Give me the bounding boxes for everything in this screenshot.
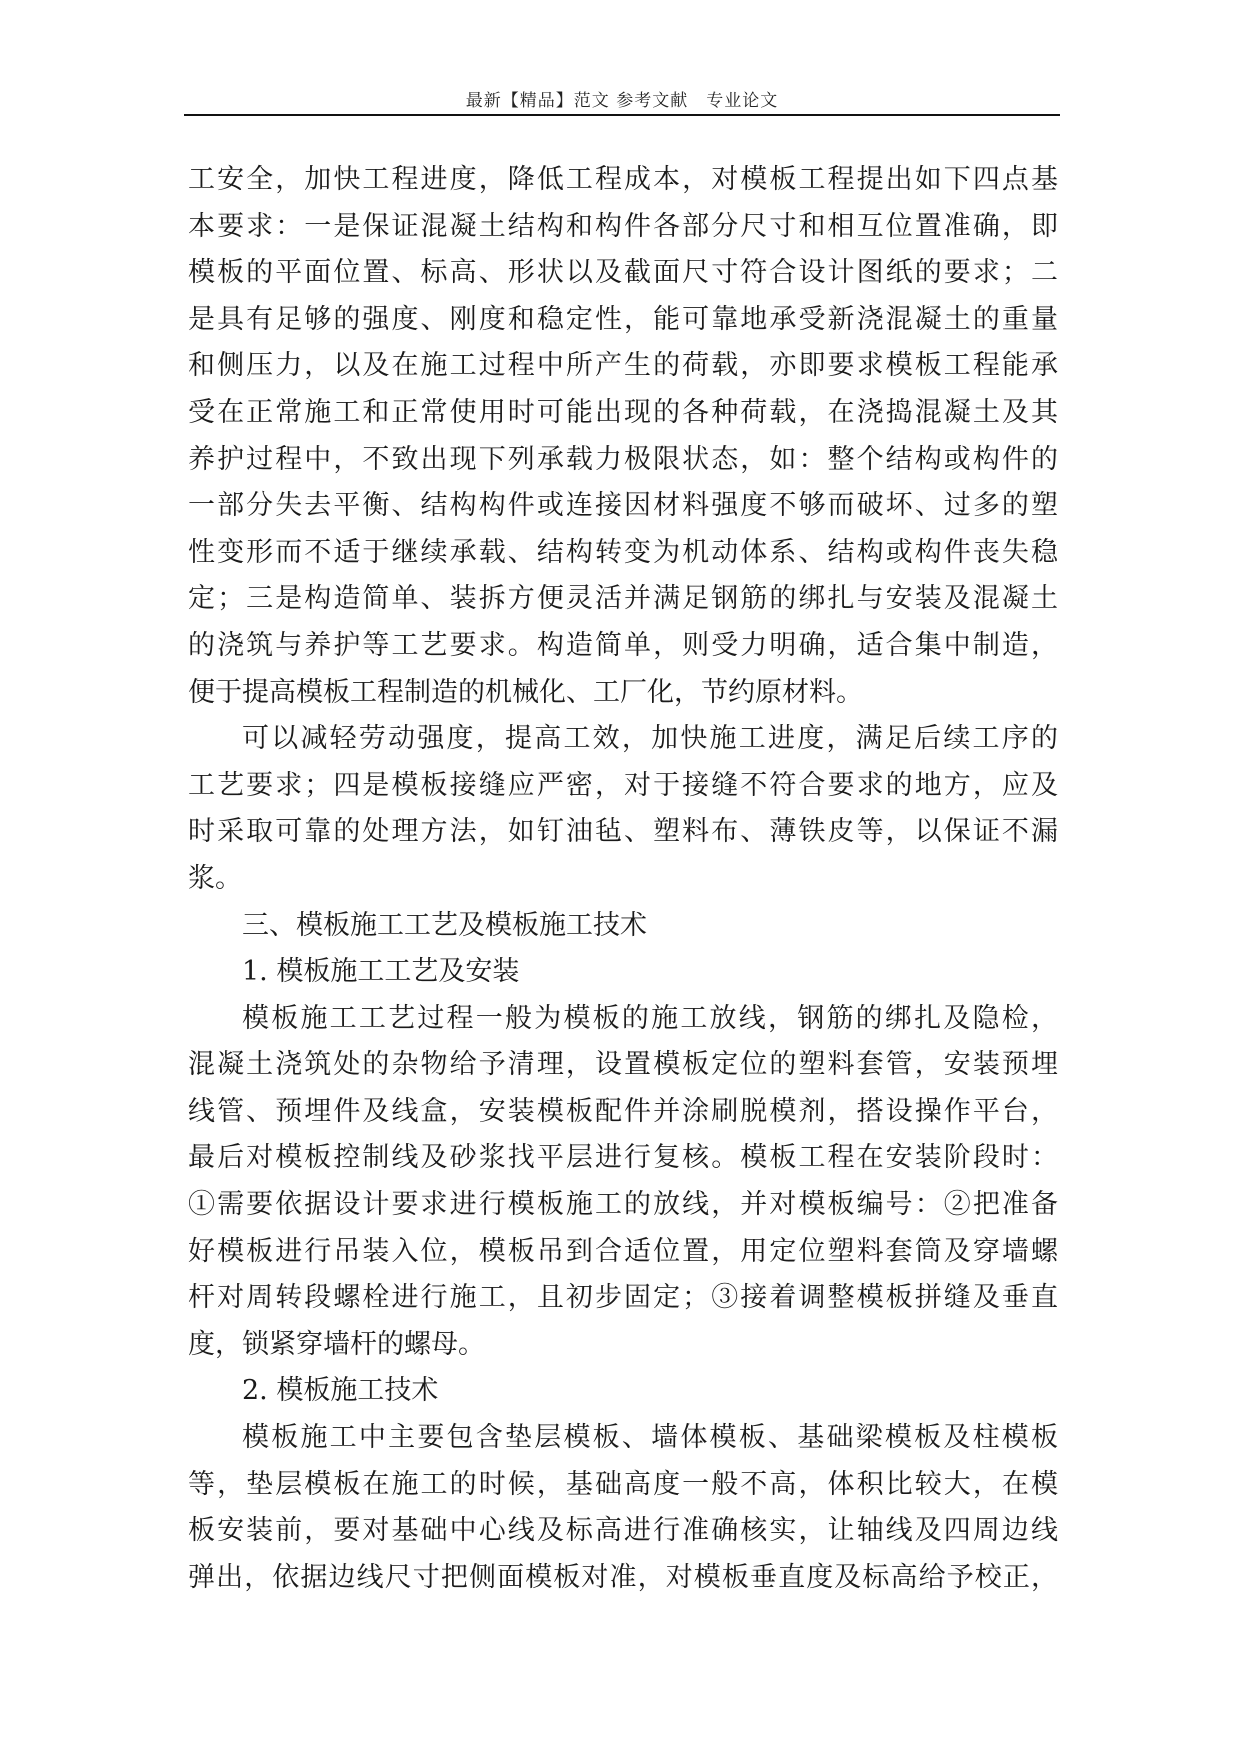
body-text-line: 养护过程中，不致出现下列承载力极限状态，如：整个结构或构件的 [188, 443, 1058, 475]
body-text-line: 1. 模板施工工艺及安装 [242, 956, 520, 988]
body-text-line: 本要求：一是保证混凝土结构和构件各部分尺寸和相互位置准确，即 [188, 210, 1058, 242]
body-text-line: 等，垫层模板在施工的时候，基础高度一般不高，体积比较大，在模 [188, 1468, 1058, 1500]
body-text-line: 度，锁紧穿墙杆的螺母。 [188, 1328, 485, 1360]
body-text-line: 模板的平面位置、标高、形状以及截面尺寸符合设计图纸的要求；二 [188, 257, 1058, 289]
body-text-line: 混凝土浇筑处的杂物给予清理，设置模板定位的塑料套管，安装预埋 [188, 1049, 1058, 1081]
body-text-line: 最后对模板控制线及砂浆找平层进行复核。模板工程在安装阶段时： [188, 1142, 1058, 1174]
body-text-line: 模板施工工艺过程一般为模板的施工放线，钢筋的绑扎及隐检， [242, 1002, 1058, 1034]
body-text-line: 受在正常施工和正常使用时可能出现的各种荷载，在浇捣混凝土及其 [188, 396, 1058, 428]
body-text-line: 浆。 [188, 862, 242, 894]
body-text-line: 定；三是构造简单、装拆方便灵活并满足钢筋的绑扎与安装及混凝土 [188, 583, 1058, 615]
body-text-line: 的浇筑与养护等工艺要求。构造简单，则受力明确，适合集中制造， [188, 629, 1058, 661]
body-text-line: 是具有足够的强度、刚度和稳定性，能可靠地承受新浇混凝土的重量 [188, 303, 1058, 335]
body-text-line: 板安装前，要对基础中心线及标高进行准确核实，让轴线及四周边线 [188, 1515, 1058, 1547]
body-text-line: 工安全，加快工程进度，降低工程成本，对模板工程提出如下四点基 [188, 164, 1058, 195]
body-text-line: 2. 模板施工技术 [242, 1375, 439, 1407]
body-text-line: 杆对周转段螺栓进行施工，且初步固定；③接着调整模板拼缝及垂直 [188, 1282, 1058, 1314]
body-text-line: 便于提高模板工程制造的机械化、工厂化，节约原材料。 [188, 676, 863, 708]
body-text-line: 弹出，依据边线尺寸把侧面模板对准，对模板垂直度及标高给予校正， [188, 1561, 1058, 1593]
body-text-line: 一部分失去平衡、结构构件或连接因材料强度不够而破坏、过多的塑 [188, 490, 1058, 522]
body-text-line: 性变形而不适于继续承载、结构转变为机动体系、结构或构件丧失稳 [188, 536, 1058, 568]
body-text-line: 时采取可靠的处理方法，如钉油毡、塑料布、薄铁皮等，以保证不漏 [188, 816, 1058, 848]
header-divider [184, 114, 1060, 116]
body-text-line: 三、模板施工工艺及模板施工技术 [242, 909, 647, 941]
page-header: 最新【精品】范文 参考文献 专业论文 [465, 91, 779, 111]
body-text-line: 可以减轻劳动强度，提高工效，加快施工进度，满足后续工序的 [242, 723, 1058, 755]
body-text-line: 工艺要求；四是模板接缝应严密，对于接缝不符合要求的地方，应及 [188, 769, 1058, 801]
body-text-line: ①需要依据设计要求进行模板施工的放线，并对模板编号：②把准备 [188, 1189, 1058, 1221]
body-text-line: 线管、预埋件及线盒，安装模板配件并涂刷脱模剂，搭设操作平台， [188, 1095, 1058, 1127]
document-body [188, 157, 1058, 1601]
body-text-line: 模板施工中主要包含垫层模板、墙体模板、基础梁模板及柱模板 [242, 1422, 1058, 1454]
body-text-line: 和侧压力，以及在施工过程中所产生的荷载，亦即要求模板工程能承 [188, 350, 1058, 382]
body-text-line: 好模板进行吊装入位，模板吊到合适位置，用定位塑料套筒及穿墙螺 [188, 1235, 1058, 1267]
